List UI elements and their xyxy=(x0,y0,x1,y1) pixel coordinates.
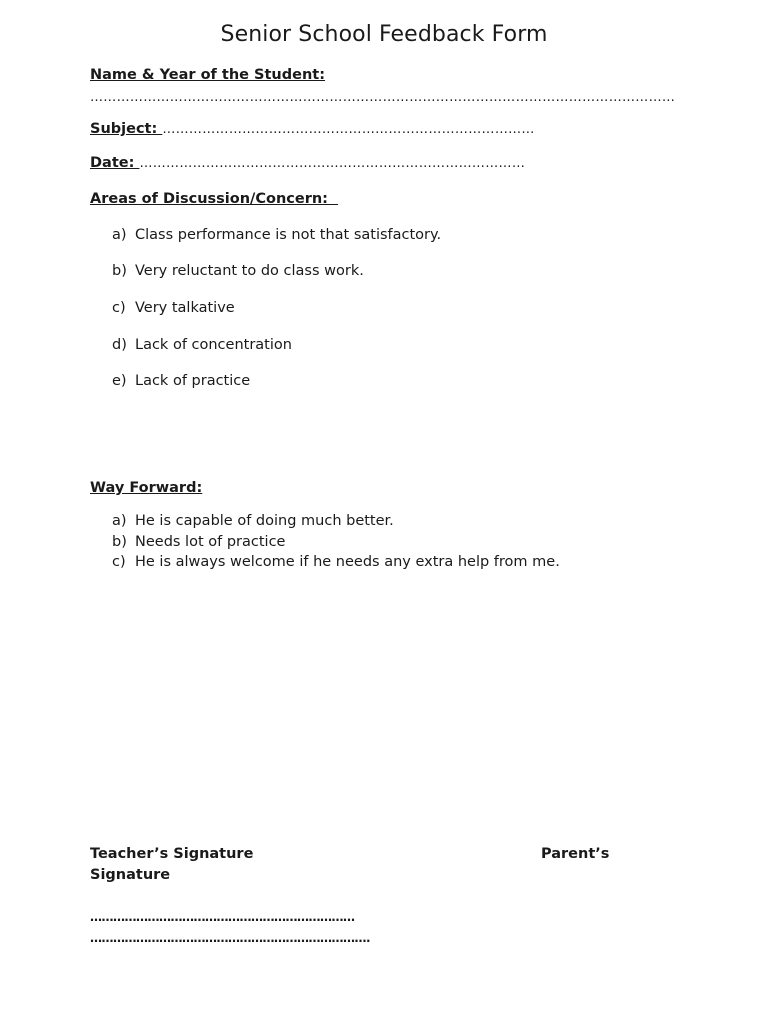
list-item-text: Lack of practice xyxy=(135,373,251,389)
subject-dots: ………………………………………………………………………… xyxy=(162,122,535,137)
list-item xyxy=(112,534,285,550)
page-title: Senior School Feedback Form xyxy=(220,22,548,47)
name-year-dots: …………………………………………………………………………………………………………………… xyxy=(90,90,676,105)
list-item xyxy=(112,513,394,529)
list-marker: c) xyxy=(112,300,126,316)
subject-field xyxy=(90,121,535,137)
list-item-text: Needs lot of practice xyxy=(135,534,286,550)
list-item xyxy=(112,337,292,353)
list-item-text: He is always welcome if he needs any extra help from me. xyxy=(135,554,560,570)
parent-signature-label: Parent’s xyxy=(541,846,610,862)
name-year-field xyxy=(90,67,325,83)
parent-signature-label-continued: Signature xyxy=(90,867,171,883)
list-marker: d) xyxy=(112,337,127,353)
list-item-text: He is capable of doing much better. xyxy=(135,513,394,529)
way-forward-heading: Way Forward: xyxy=(90,480,203,496)
list-item xyxy=(112,554,560,570)
date-label: Date: xyxy=(90,155,140,171)
subject-label: Subject: xyxy=(90,121,163,137)
name-year-label: Name & Year of the Student: xyxy=(90,67,326,83)
date-dots: …………………………………………………………………………… xyxy=(139,156,526,171)
list-item xyxy=(112,373,250,389)
name-year-dots-line xyxy=(90,89,675,105)
parent-signature-dots: ………………………………………………………………. xyxy=(90,931,371,945)
areas-heading: Areas of Discussion/Concern: xyxy=(90,191,339,207)
list-marker: c) xyxy=(112,554,126,570)
list-item xyxy=(112,263,364,279)
list-marker: e) xyxy=(112,373,127,389)
list-item xyxy=(112,300,235,316)
teacher-signature-dots: …………………………………………………………… xyxy=(90,910,355,924)
teacher-signature-label: Teacher’s Signature xyxy=(90,846,254,862)
list-item-text: Class performance is not that satisfactory. xyxy=(135,227,442,243)
list-marker: a) xyxy=(112,227,127,243)
date-field xyxy=(90,155,525,171)
list-item-text: Very reluctant to do class work. xyxy=(135,263,364,279)
list-item-text: Lack of concentration xyxy=(135,337,292,353)
list-item xyxy=(112,227,441,243)
list-marker: b) xyxy=(112,263,127,279)
list-item-text: Very talkative xyxy=(135,300,235,316)
list-marker: a) xyxy=(112,513,127,529)
list-marker: b) xyxy=(112,534,127,550)
